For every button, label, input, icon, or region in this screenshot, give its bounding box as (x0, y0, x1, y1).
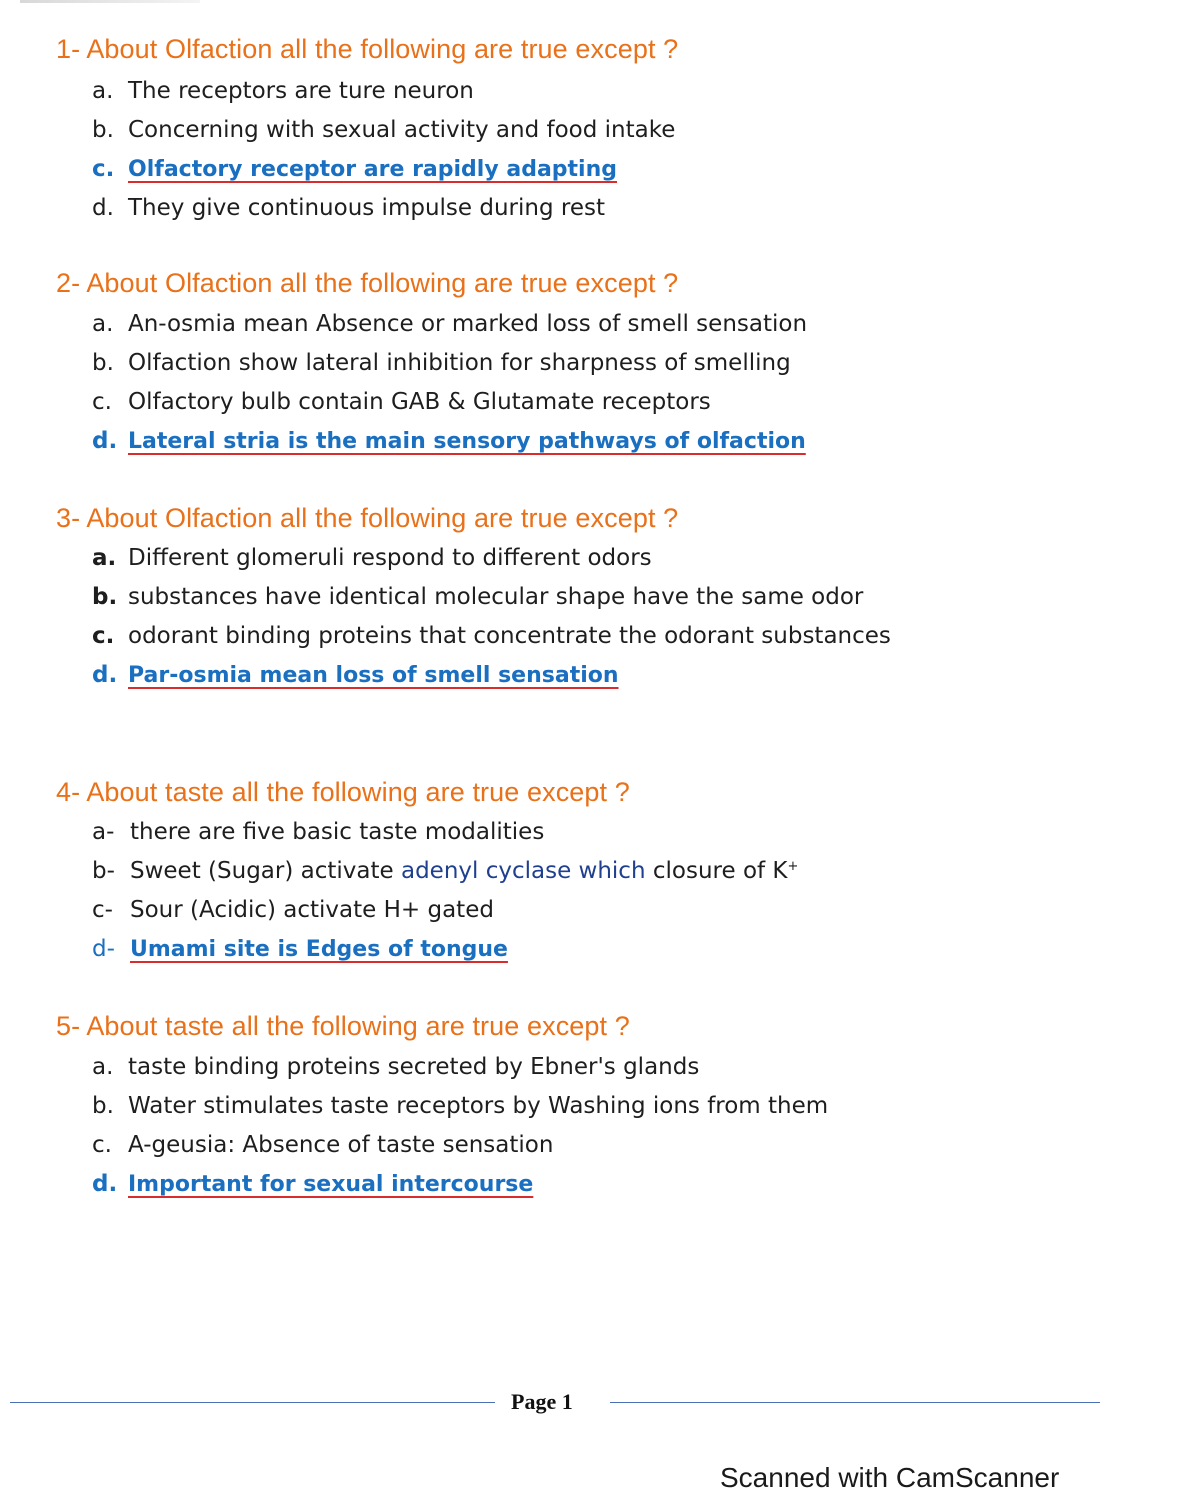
option-letter: b. (92, 584, 118, 610)
option-d (92, 192, 605, 224)
option-letter: c. (92, 1132, 112, 1158)
option-d-correct-answer (92, 1168, 533, 1200)
option-letter: a- (92, 819, 115, 845)
option-text: Olfaction show lateral inhibition for sharpness of smelling (128, 350, 791, 376)
option-c-correct-answer (92, 153, 617, 185)
potassium-charge: + (787, 859, 799, 874)
option-b (92, 114, 675, 146)
option-text: Umami site is Edges of tongue (130, 937, 508, 962)
option-letter: a. (92, 545, 117, 571)
option-letter: d- (92, 936, 115, 962)
option-text: substances have identical molecular shape have the same odor (128, 584, 864, 610)
option-c (92, 1129, 553, 1161)
option-b (92, 855, 798, 887)
option-letter: b. (92, 350, 114, 376)
option-letter: b- (92, 858, 115, 884)
option-text: Water stimulates taste receptors by Washing ions from them (128, 1093, 829, 1119)
option-a (92, 308, 807, 340)
option-letter: d. (92, 1171, 118, 1197)
option-text: odorant binding proteins that concentrate the odorant substances (128, 623, 891, 649)
option-text: Olfactory receptor are rapidly adapting (128, 157, 618, 182)
option-letter: c. (92, 623, 115, 649)
question-title: 2- About Olfaction all the following are true except ? (56, 268, 679, 298)
option-text: Lateral stria is the main sensory pathways of olfaction (128, 429, 806, 454)
footer-rule-left (10, 1402, 495, 1403)
option-letter: d. (92, 662, 118, 688)
option-letter: a. (92, 78, 114, 104)
option-d-correct-answer (92, 659, 619, 691)
option-a (92, 542, 652, 574)
option-c (92, 620, 891, 652)
page-number: Page 1 (511, 1389, 573, 1414)
option-text: Important for sexual intercourse (128, 1172, 534, 1197)
option-letter: b. (92, 1093, 114, 1119)
scan-edge-shadow (20, 0, 200, 3)
option-text: An-osmia mean Absence or marked loss of smell sensation (128, 311, 808, 337)
camscanner-watermark: Scanned with CamScanner (720, 1462, 1060, 1493)
option-letter: a. (92, 1054, 114, 1080)
option-text: Concerning with sexual activity and food intake (128, 117, 676, 143)
option-text: The receptors are ture neuron (128, 78, 474, 104)
option-text: there are five basic taste modalities (130, 819, 545, 845)
question-title: 3- About Olfaction all the following are true except ? (56, 503, 679, 533)
question-title: 4- About taste all the following are true except ? (56, 777, 630, 807)
option-b (92, 1090, 828, 1122)
option-letter: c. (92, 389, 112, 415)
option-a (92, 816, 544, 848)
option-text: taste binding proteins secreted by Ebner's glands (128, 1054, 700, 1080)
option-d-correct-answer (92, 425, 806, 457)
option-text-part: Sweet (Sugar) activate (130, 858, 401, 884)
option-letter: c. (92, 156, 115, 182)
option-b (92, 347, 791, 379)
footer-rule-right (610, 1402, 1100, 1403)
option-a (92, 1051, 699, 1083)
option-c (92, 386, 711, 418)
option-text: Par-osmia mean loss of smell sensation (128, 663, 619, 688)
question-title: 5- About taste all the following are true except ? (56, 1011, 630, 1041)
option-text-part: closure of K (645, 858, 788, 884)
option-a (92, 75, 474, 107)
option-letter: b. (92, 117, 114, 143)
option-d-correct-answer (92, 933, 508, 965)
option-text-highlight: adenyl cyclase which (400, 858, 646, 884)
option-letter: c- (92, 897, 113, 923)
option-text: Olfactory bulb contain GAB & Glutamate receptors (128, 389, 711, 415)
option-text: Sour (Acidic) activate H+ gated (130, 897, 494, 923)
option-letter: d. (92, 195, 114, 221)
option-b (92, 581, 863, 613)
option-letter: a. (92, 311, 114, 337)
option-letter: d. (92, 428, 118, 454)
option-text: They give continuous impulse during rest (128, 195, 605, 221)
option-text: A-geusia: Absence of taste sensation (128, 1132, 554, 1158)
option-text: Different glomeruli respond to different odors (128, 545, 652, 571)
question-title: 1- About Olfaction all the following are true except ? (56, 34, 679, 64)
option-c (92, 894, 494, 926)
